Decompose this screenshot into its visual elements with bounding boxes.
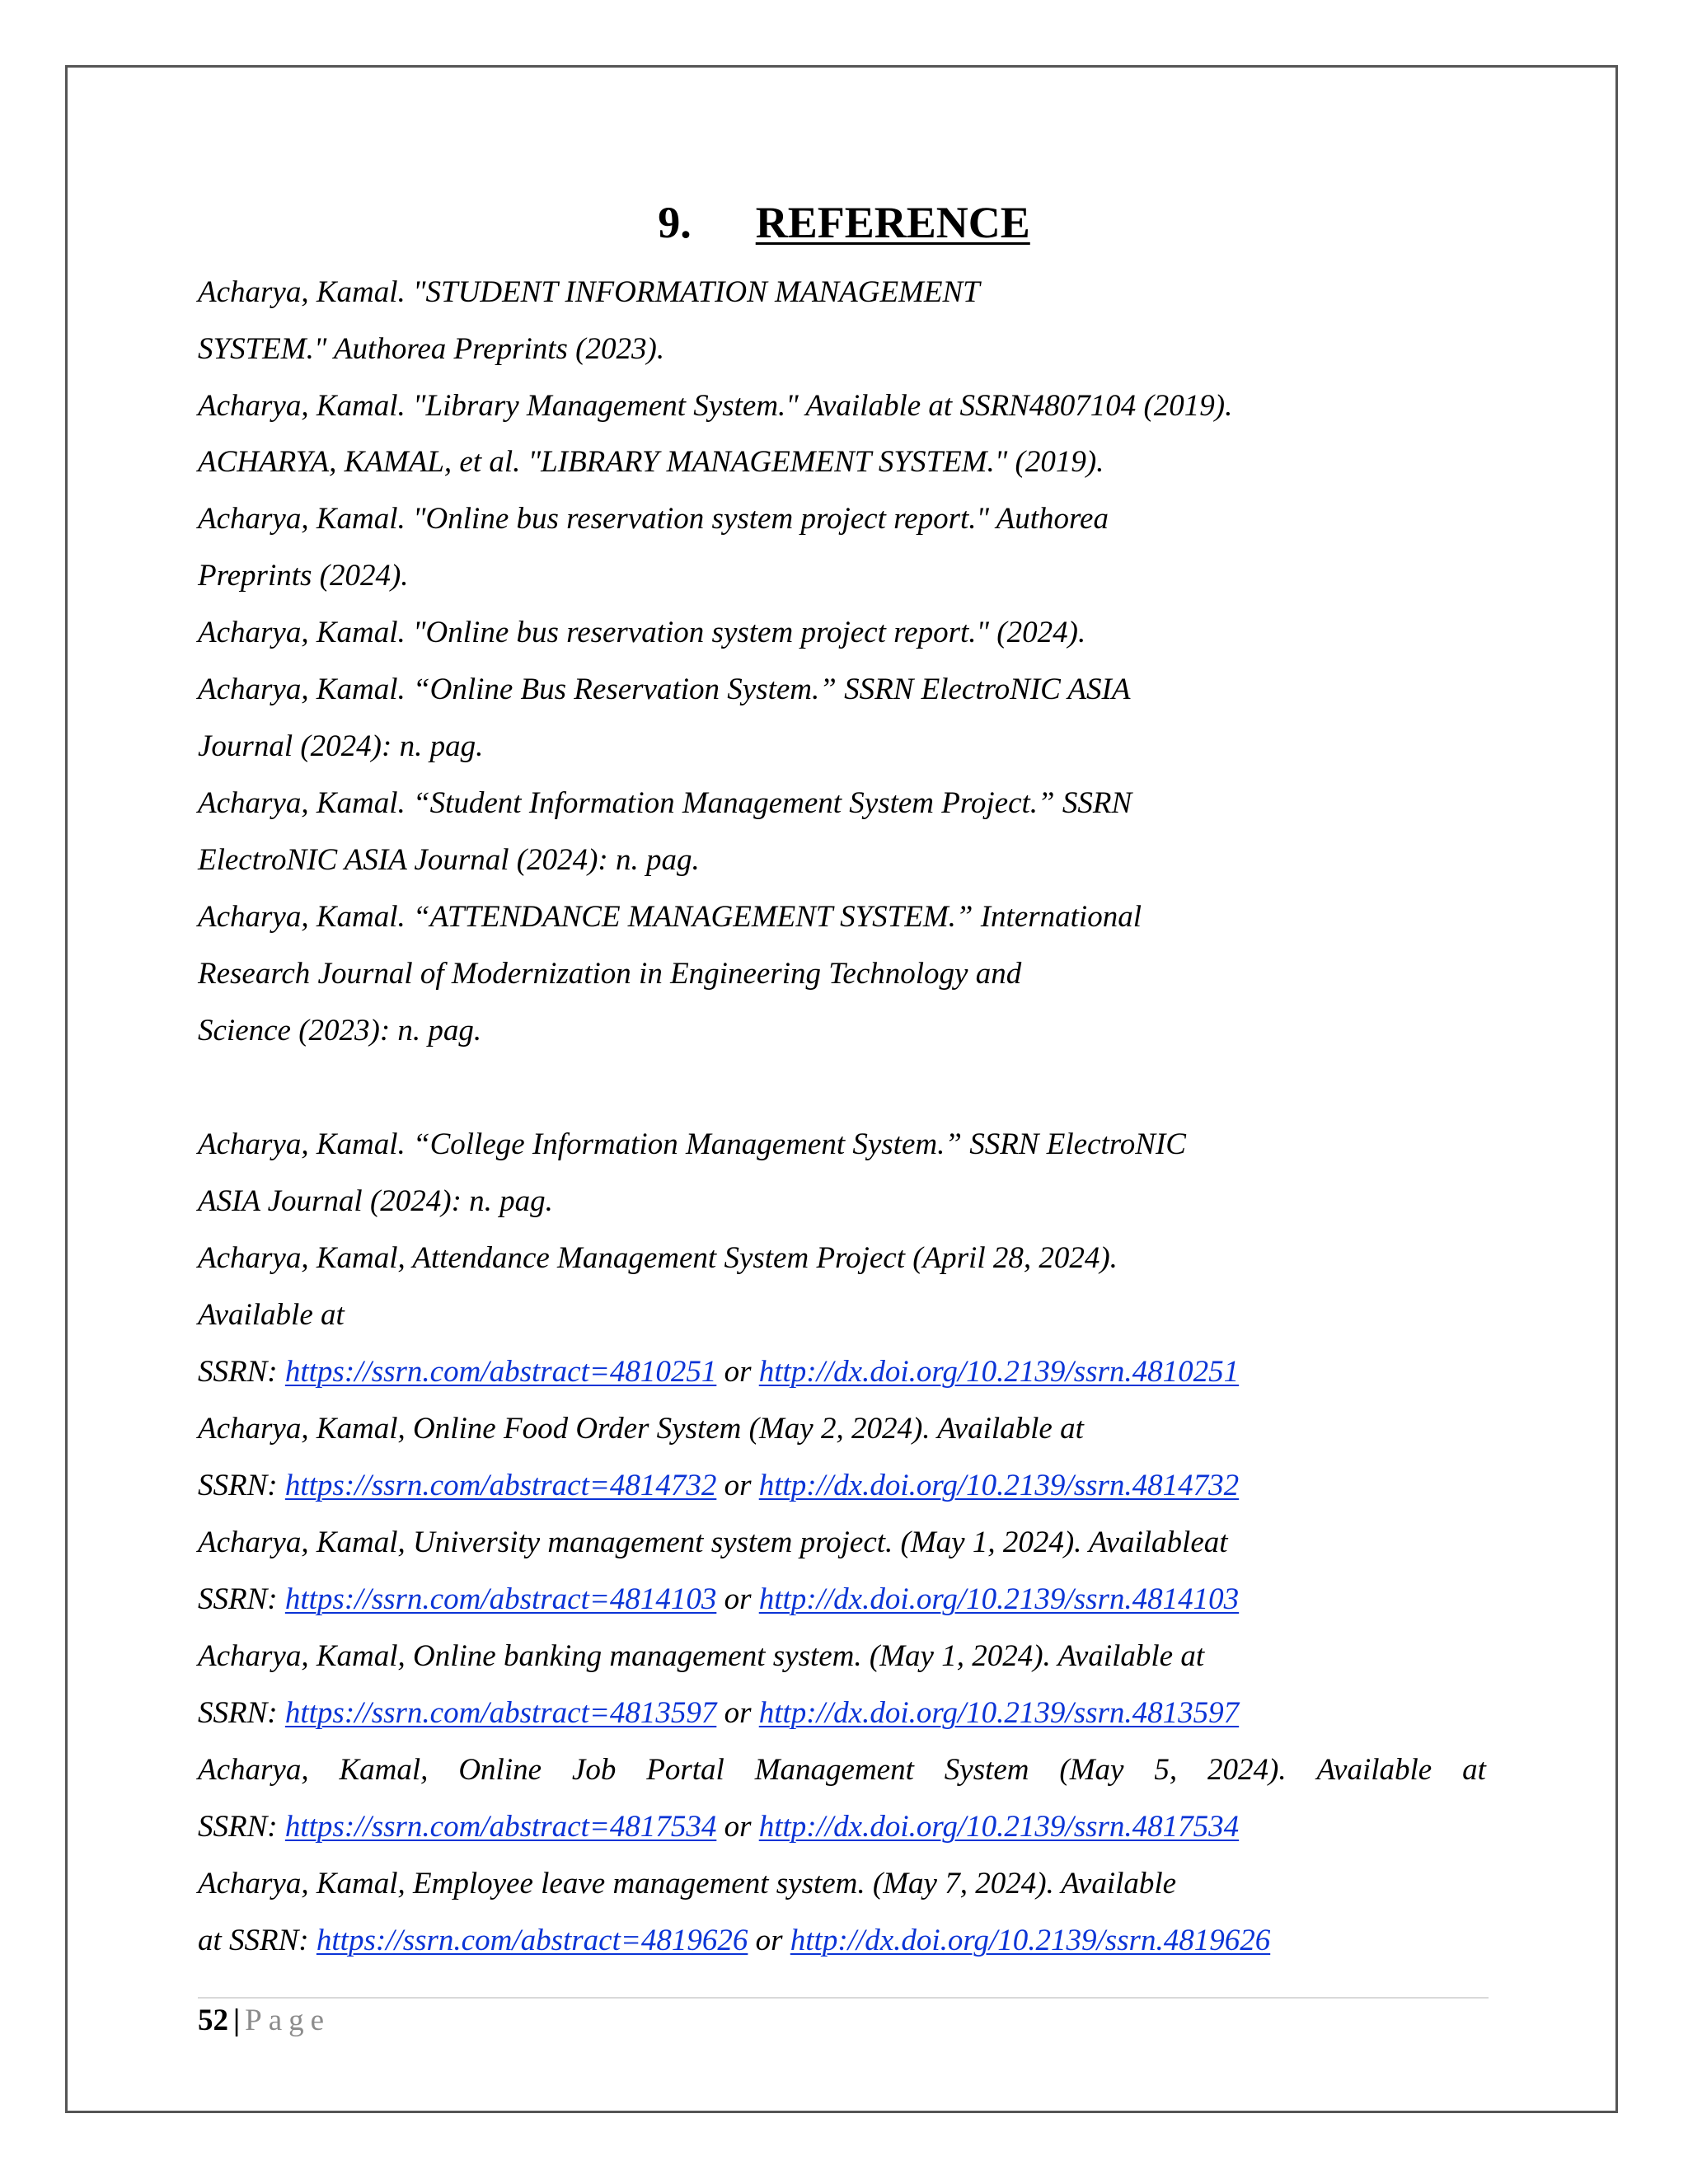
reference-line: Journal (2024): n. pag. [198,729,484,763]
doi-link[interactable]: http://dx.doi.org/10.2139/ssrn.4814103 [758,1582,1240,1616]
doi-link[interactable]: http://dx.doi.org/10.2139/ssrn.4819626 [790,1924,1271,1957]
reference-line: Acharya, Kamal, Online Food Order System (May 2, 2024). Available at [198,1412,1084,1446]
or-text: or [716,1469,759,1502]
or-text: or [716,1810,759,1844]
ssrn-link[interactable]: https://ssrn.com/abstract=4813597 [284,1696,717,1730]
ssrn-link[interactable]: https://ssrn.com/abstract=4814732 [284,1469,717,1502]
ref-word: (May [1059,1753,1124,1787]
ssrn-prefix: SSRN: [198,1355,285,1389]
ref-word: Job [571,1753,617,1787]
reference-line: ACHARYA, KAMAL, et al. "LIBRARY MANAGEMENT SYSTEM." (2019). [198,445,1104,479]
reference-line: Acharya, Kamal. "Library Management System." Available at SSRN4807104 (2019). [198,389,1233,423]
ssrn-link[interactable]: https://ssrn.com/abstract=4817534 [284,1810,717,1844]
doi-link[interactable]: http://dx.doi.org/10.2139/ssrn.4813597 [758,1696,1240,1730]
reference-line: ASIA Journal (2024): n. pag. [198,1184,553,1218]
reference-line: Acharya, Kamal, University management system project. (May 1, 2024). Availableat [198,1526,1228,1559]
doi-link[interactable]: http://dx.doi.org/10.2139/ssrn.4814732 [758,1469,1240,1502]
reference-line: Acharya, Kamal. "STUDENT INFORMATION MANAGEMENT [198,275,980,309]
reference-links-line [198,1693,1239,1734]
reference-line: Acharya, Kamal, Online banking management system. (May 1, 2024). Available at [198,1639,1205,1673]
footer-separator: | [233,2004,241,2037]
footer-divider [198,1997,1489,1999]
reference-line: Research Journal of Modernization in Engineering Technology and [198,957,1022,991]
ref-word: Portal [646,1753,724,1787]
reference-line: SYSTEM." Authorea Preprints (2023). [198,332,665,366]
reference-line-justified [198,1750,1486,1791]
or-text: or [748,1924,790,1957]
or-text: or [716,1696,759,1730]
reference-line: Preprints (2024). [198,559,409,593]
ssrn-link[interactable]: https://ssrn.com/abstract=4819626 [316,1924,748,1957]
reference-line: Acharya, Kamal, Employee leave management system. (May 7, 2024). Available [198,1867,1177,1900]
section-number: 9. [658,198,692,247]
doi-link[interactable]: http://dx.doi.org/10.2139/ssrn.4810251 [758,1355,1240,1389]
reference-line: Acharya, Kamal. "Online bus reservation system project report." (2024). [198,616,1086,649]
reference-line: Acharya, Kamal. “College Information Management System.” SSRN ElectroNIC [198,1127,1186,1161]
reference-links-line [198,1579,1239,1620]
page-footer [198,2000,331,2041]
reference-links-line [198,1352,1239,1393]
reference-line: ElectroNIC ASIA Journal (2024): n. pag. [198,843,700,877]
page-number: 52 [198,2004,228,2037]
reference-links-line [198,1465,1239,1507]
ssrn-prefix: SSRN: [198,1696,285,1730]
reference-links-line [198,1920,1270,1961]
reference-links-line [198,1807,1239,1848]
ref-word: System [944,1753,1029,1787]
ssrn-prefix: SSRN: [198,1810,285,1844]
or-text: or [716,1582,759,1616]
reference-line: Acharya, Kamal. “ATTENDANCE MANAGEMENT SYSTEM.” International [198,900,1142,934]
ref-word: 5, [1154,1753,1178,1787]
reference-line: Acharya, Kamal, Attendance Management System Project (April 28, 2024). [198,1241,1118,1275]
ref-word: at [1462,1753,1486,1787]
ref-word: Acharya, [198,1753,309,1787]
ssrn-link[interactable]: https://ssrn.com/abstract=4814103 [284,1582,717,1616]
ssrn-prefix: SSRN: [198,1582,285,1616]
or-text: or [716,1355,759,1389]
ref-word: Kamal, [339,1753,429,1787]
ref-word: Online [458,1753,542,1787]
reference-line: Science (2023): n. pag. [198,1014,482,1047]
reference-line: Available at [198,1298,345,1332]
doi-link[interactable]: http://dx.doi.org/10.2139/ssrn.4817534 [758,1810,1240,1844]
ref-word: Available [1316,1753,1432,1787]
section-heading [0,196,1688,249]
reference-line: Acharya, Kamal. “Online Bus Reservation System.” SSRN ElectroNIC ASIA [198,673,1131,706]
ref-word: 2024). [1207,1753,1287,1787]
ref-word: Management [754,1753,914,1787]
reference-line: Acharya, Kamal. "Online bus reservation system project report." Authorea [198,502,1109,536]
section-title: REFERENCE [755,198,1030,247]
page-label: Page [245,2004,331,2037]
at-ssrn-prefix: at SSRN: [198,1924,316,1957]
ssrn-prefix: SSRN: [198,1469,285,1502]
reference-line: Acharya, Kamal. “Student Information Management System Project.” SSRN [198,786,1132,820]
ssrn-link[interactable]: https://ssrn.com/abstract=4810251 [284,1355,717,1389]
